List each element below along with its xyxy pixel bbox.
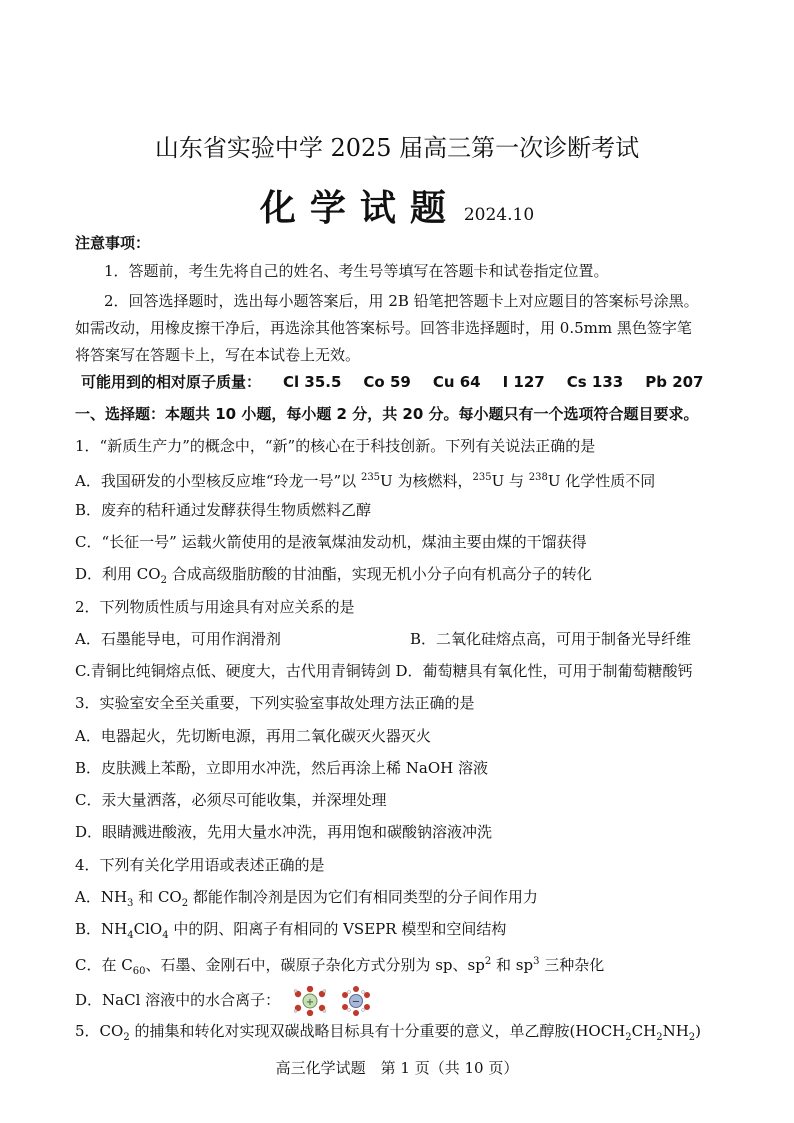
question-2-stem: 2．下列物质性质与用途具有对应关系的是 [75, 598, 355, 616]
question-4-stem: 4．下列有关化学用语或表述正确的是 [75, 856, 325, 874]
question-4-option-b: B．$NH_4ClO_4$ 中的阴、阳离子有相同的 VSEPR 模型和空间结构 [75, 920, 507, 941]
question-2-option-a: A．石墨能导电，可用作润滑剂 [75, 630, 281, 648]
note-2-line-1: 2．回答选择题时，选出每小题答案后，用 2B 铅笔把答题卡上对应题目的答案标号涂黑。 [104, 292, 699, 310]
question-3-option-a: A．电器起火，先切断电源，再用二氧化碳灭火器灭火 [75, 727, 431, 745]
mass-item: Cs 133 [566, 373, 624, 391]
question-2-options-c-d: C.青铜比纯铜熔点低、硬度大，古代用青铜铸剑 D．葡萄糖具有氧化性，可用于制葡萄糖酸钙 [75, 662, 693, 680]
notes-heading: 注意事项： [75, 234, 151, 252]
question-4-option-d: D．NaCl 溶液中的水合离子： + − [75, 986, 372, 1016]
exam-title: 山东省实验中学 2025 届高三第一次诊断考试 [154, 134, 640, 162]
question-1-stem: 1．“新质生产力”的概念中，“新”的核心在于科技创新。下列有关说法正确的是 [75, 437, 596, 455]
mass-item: Pb 207 [645, 373, 704, 391]
question-3-option-d: D．眼睛溅进酸液，先用大量水冲洗，再用饱和碳酸钠溶液冲洗 [75, 823, 493, 841]
hydrated-sodium-ion-icon [293, 986, 327, 1016]
mass-item: Co 59 [363, 373, 411, 391]
atomic-masses [75, 372, 704, 392]
svg-text:+: + [305, 997, 315, 1008]
question-3-stem: 3．实验室安全至关重要，下列实验室事故处理方法正确的是 [75, 694, 475, 712]
exam-date: 2024.10 [463, 205, 535, 225]
question-4-option-a: A．$NH_3$ 和 $CO_2$ 都能作制冷剂是因为它们有相同类型的分子间作用力 [75, 888, 538, 909]
question-3-option-c: C．汞大量洒落，必须尽可能收集，并深埋处理 [75, 791, 387, 809]
atomic-masses-label: 可能用到的相对原子质量： [81, 373, 262, 391]
hydrated-chloride-ion-icon [340, 986, 372, 1016]
note-2-line-3: 将答案写在答题卡上，写在本试卷上无效。 [75, 346, 361, 364]
question-4-option-c: C．在 $C_{60}$、石墨、金刚石中，碳原子杂化方式分别为 sp、$sp^2$ 和 $sp^3$ 三种杂化 [75, 956, 605, 977]
question-1-option-c: C．“长征一号” 运载火箭使用的是液氧煤油发动机，煤油主要由煤的干馏获得 [75, 533, 587, 551]
question-1-option-d: D．利用 $CO_2$ 合成高级脂肪酸的甘油酯，实现无机小分子向有机高分子的转化 [75, 565, 592, 586]
mass-item: Cu 64 [432, 373, 481, 391]
mass-item: Cl 35.5 [283, 373, 342, 391]
note-1: 1．答题前，考生先将自己的姓名、考生号等填写在答题卡和试卷指定位置。 [104, 262, 609, 280]
question-3-option-b: B．皮肤溅上苯酚，立即用水冲洗，然后再涂上稀 NaOH 溶液 [75, 759, 489, 777]
page-footer: 高三化学试题 第 1 页（共 10 页） [275, 1059, 519, 1077]
note-2-line-2: 如需改动，用橡皮擦干净后，再选涂其他答案标号。回答非选择题时，用 0.5mm 黑色签字笔 [75, 319, 692, 337]
subject-heading [0, 180, 794, 231]
question-1-option-b: B．废弃的秸秆通过发酵获得生物质燃料乙醇 [75, 501, 372, 519]
svg-text:−: − [351, 996, 360, 1008]
question-1-option-a: A．我国研发的小型核反应堆“玲龙一号”以 $^{235}$U 为核燃料，$^{235}$U 与 $^{238}$U 化学性质不同 [75, 472, 656, 490]
question-5-stem: 5．$CO_2$ 的捕集和转化对实现双碳战略目标具有十分重要的意义，单乙醇胺$(HOCH_2CH_2NH_2)$ [75, 1022, 702, 1043]
question-2-option-b: B．二氧化硅熔点高，可用于制备光导纤维 [410, 630, 692, 648]
subject-title: 化学试题 [259, 187, 460, 229]
section-1-heading: 一、选择题：本题共 10 小题，每小题 2 分，共 20 分。每小题只有一个选项符合题目要求。 [75, 405, 699, 423]
mass-item: I 127 [502, 373, 545, 391]
